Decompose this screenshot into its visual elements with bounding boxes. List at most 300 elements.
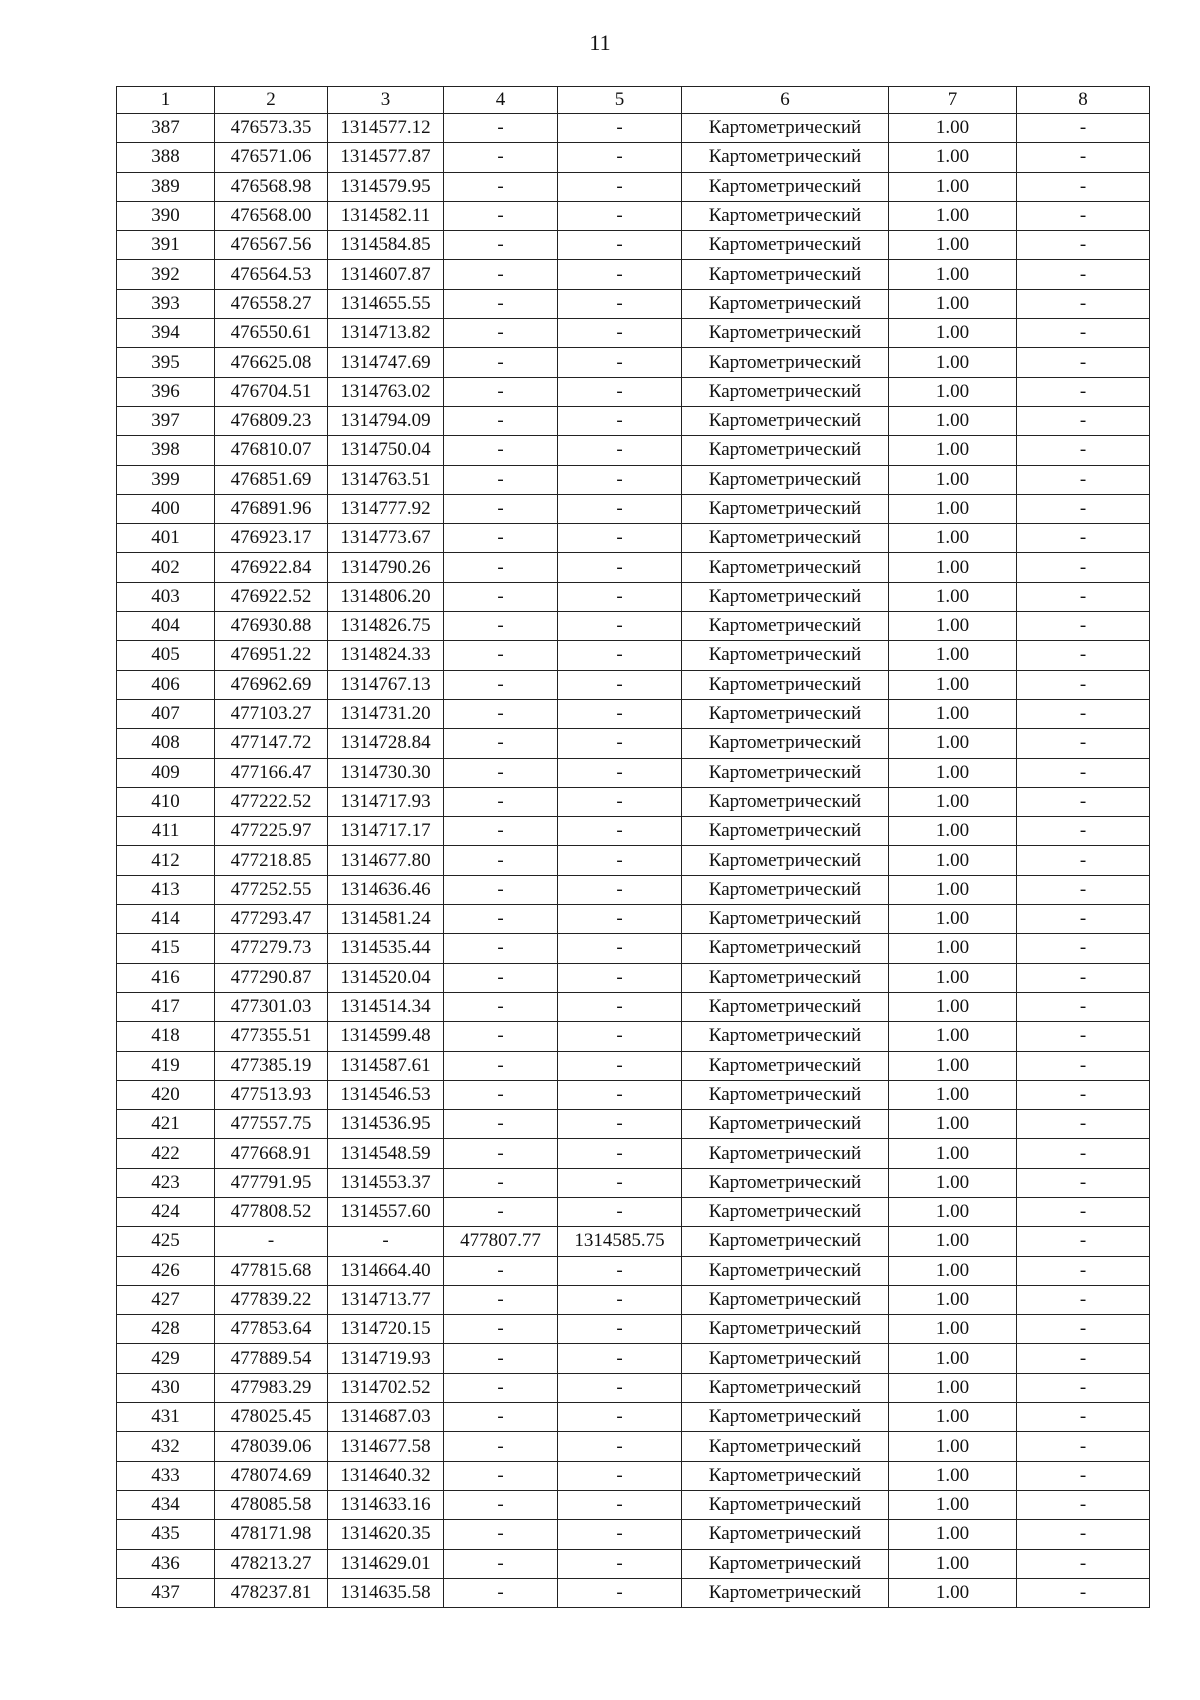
- table-cell: -: [444, 1432, 558, 1461]
- table-row: [117, 934, 1150, 963]
- table-cell: -: [444, 1139, 558, 1168]
- table-row: [117, 875, 1150, 904]
- table-cell: -: [558, 114, 682, 143]
- table-cell: -: [444, 553, 558, 582]
- table-cell: Картометрический: [682, 963, 889, 992]
- table-cell: 476951.22: [215, 641, 328, 670]
- table-cell: Картометрический: [682, 436, 889, 465]
- table-cell: 422: [117, 1139, 215, 1168]
- table-cell: 1.00: [889, 1549, 1017, 1578]
- table-cell: Картометрический: [682, 143, 889, 172]
- column-header: 8: [1017, 87, 1150, 114]
- table-cell: 1314553.37: [328, 1168, 444, 1197]
- table-cell: 1.00: [889, 201, 1017, 230]
- table-row: [117, 1285, 1150, 1314]
- table-cell: 409: [117, 758, 215, 787]
- table-cell: 476962.69: [215, 670, 328, 699]
- table-cell: -: [444, 729, 558, 758]
- table-body: [117, 114, 1150, 1608]
- table-cell: 424: [117, 1197, 215, 1226]
- table-cell: -: [1017, 1168, 1150, 1197]
- table-row: [117, 494, 1150, 523]
- table-row: [117, 582, 1150, 611]
- table-cell: -: [444, 319, 558, 348]
- table-cell: -: [444, 1490, 558, 1519]
- table-cell: 1.00: [889, 231, 1017, 260]
- table-cell: 407: [117, 699, 215, 728]
- table-cell: 476704.51: [215, 377, 328, 406]
- table-cell: -: [558, 436, 682, 465]
- table-cell: -: [444, 1080, 558, 1109]
- table-cell: Картометрический: [682, 582, 889, 611]
- table-cell: 478025.45: [215, 1403, 328, 1432]
- table-cell: 413: [117, 875, 215, 904]
- table-cell: 421: [117, 1110, 215, 1139]
- table-cell: 1.00: [889, 1197, 1017, 1226]
- table-cell: 420: [117, 1080, 215, 1109]
- table-cell: -: [444, 1315, 558, 1344]
- table-row: [117, 1080, 1150, 1109]
- table-row: [117, 1315, 1150, 1344]
- table-cell: 1314717.93: [328, 787, 444, 816]
- table-cell: -: [444, 1344, 558, 1373]
- table-cell: Картометрический: [682, 1022, 889, 1051]
- table-cell: 400: [117, 494, 215, 523]
- table-cell: 1.00: [889, 1578, 1017, 1607]
- table-cell: Картометрический: [682, 787, 889, 816]
- table-cell: Картометрический: [682, 1110, 889, 1139]
- table-cell: -: [1017, 875, 1150, 904]
- table-cell: 1314728.84: [328, 729, 444, 758]
- table-cell: -: [558, 348, 682, 377]
- table-cell: Картометрический: [682, 1139, 889, 1168]
- table-cell: 1314636.46: [328, 875, 444, 904]
- table-cell: -: [444, 114, 558, 143]
- coordinates-table: [116, 86, 1150, 1608]
- table-cell: 1314635.58: [328, 1578, 444, 1607]
- table-cell: 1314557.60: [328, 1197, 444, 1226]
- table-cell: 1.00: [889, 1461, 1017, 1490]
- table-cell: 426: [117, 1256, 215, 1285]
- table-cell: Картометрический: [682, 1168, 889, 1197]
- table-cell: -: [558, 758, 682, 787]
- table-cell: -: [1017, 670, 1150, 699]
- table-cell: -: [444, 817, 558, 846]
- table-cell: 1314806.20: [328, 582, 444, 611]
- table-cell: 476923.17: [215, 524, 328, 553]
- table-cell: 477668.91: [215, 1139, 328, 1168]
- table-cell: -: [558, 1578, 682, 1607]
- table-row: [117, 1403, 1150, 1432]
- table-cell: -: [1017, 1315, 1150, 1344]
- table-row: [117, 1197, 1150, 1226]
- table-row: [117, 1344, 1150, 1373]
- table-cell: -: [558, 201, 682, 230]
- table-cell: 1314713.77: [328, 1285, 444, 1314]
- table-cell: 1314585.75: [558, 1227, 682, 1256]
- table-cell: 429: [117, 1344, 215, 1373]
- table-cell: 1.00: [889, 641, 1017, 670]
- table-cell: 410: [117, 787, 215, 816]
- table-cell: 396: [117, 377, 215, 406]
- table-cell: -: [1017, 1110, 1150, 1139]
- table-cell: 431: [117, 1403, 215, 1432]
- table-cell: 1314620.35: [328, 1520, 444, 1549]
- table-row: [117, 172, 1150, 201]
- table-cell: 1314633.16: [328, 1490, 444, 1519]
- table-cell: -: [558, 992, 682, 1021]
- table-cell: 406: [117, 670, 215, 699]
- table-cell: 1.00: [889, 1490, 1017, 1519]
- table-cell: -: [444, 494, 558, 523]
- table-cell: -: [444, 436, 558, 465]
- table-cell: 476558.27: [215, 289, 328, 318]
- table-cell: Картометрический: [682, 817, 889, 846]
- table-cell: 1.00: [889, 1403, 1017, 1432]
- table-cell: 477513.93: [215, 1080, 328, 1109]
- table-cell: 390: [117, 201, 215, 230]
- table-cell: -: [1017, 1520, 1150, 1549]
- table-cell: -: [1017, 1373, 1150, 1402]
- table-cell: -: [558, 582, 682, 611]
- table-cell: -: [444, 641, 558, 670]
- table-cell: -: [1017, 612, 1150, 641]
- table-cell: 1.00: [889, 1432, 1017, 1461]
- table-cell: 1.00: [889, 1080, 1017, 1109]
- table-cell: -: [558, 1197, 682, 1226]
- table-row: [117, 817, 1150, 846]
- table-cell: 1.00: [889, 348, 1017, 377]
- table-row: [117, 231, 1150, 260]
- table-cell: Картометрический: [682, 1051, 889, 1080]
- table-cell: Картометрический: [682, 348, 889, 377]
- table-cell: -: [444, 1403, 558, 1432]
- table-cell: 478039.06: [215, 1432, 328, 1461]
- table-cell: -: [558, 1344, 682, 1373]
- table-cell: -: [1017, 1344, 1150, 1373]
- table-cell: 476809.23: [215, 406, 328, 435]
- table-cell: -: [558, 641, 682, 670]
- table-cell: 1.00: [889, 934, 1017, 963]
- table-cell: 1.00: [889, 1315, 1017, 1344]
- table-cell: Картометрический: [682, 612, 889, 641]
- table-row: [117, 612, 1150, 641]
- table-cell: -: [558, 260, 682, 289]
- table-cell: Картометрический: [682, 319, 889, 348]
- table-cell: 404: [117, 612, 215, 641]
- table-cell: 1.00: [889, 436, 1017, 465]
- table-cell: -: [558, 1432, 682, 1461]
- table-cell: 1314587.61: [328, 1051, 444, 1080]
- table-cell: -: [1017, 729, 1150, 758]
- table-cell: -: [1017, 641, 1150, 670]
- table-cell: 437: [117, 1578, 215, 1607]
- table-cell: -: [444, 172, 558, 201]
- table-cell: Картометрический: [682, 377, 889, 406]
- table-cell: 476550.61: [215, 319, 328, 348]
- table-cell: -: [1017, 758, 1150, 787]
- table-cell: 478237.81: [215, 1578, 328, 1607]
- table-row: [117, 524, 1150, 553]
- table-cell: 476891.96: [215, 494, 328, 523]
- table-cell: -: [1017, 1051, 1150, 1080]
- table-cell: Картометрический: [682, 1285, 889, 1314]
- table-cell: 387: [117, 114, 215, 143]
- table-cell: 1314687.03: [328, 1403, 444, 1432]
- table-cell: 1.00: [889, 1520, 1017, 1549]
- table-cell: -: [444, 1051, 558, 1080]
- table-cell: Картометрический: [682, 1490, 889, 1519]
- table-cell: 392: [117, 260, 215, 289]
- table-cell: -: [558, 787, 682, 816]
- table-cell: 418: [117, 1022, 215, 1051]
- table-cell: 1314640.32: [328, 1461, 444, 1490]
- table-cell: 1314514.34: [328, 992, 444, 1021]
- table-cell: -: [444, 289, 558, 318]
- table-cell: -: [558, 1051, 682, 1080]
- table-cell: 1314794.09: [328, 406, 444, 435]
- table-cell: 1.00: [889, 1110, 1017, 1139]
- table-cell: 477103.27: [215, 699, 328, 728]
- table-cell: -: [558, 1168, 682, 1197]
- table-cell: -: [558, 1315, 682, 1344]
- table-cell: -: [558, 1110, 682, 1139]
- table-cell: 1314607.87: [328, 260, 444, 289]
- table-cell: 1.00: [889, 524, 1017, 553]
- table-cell: -: [444, 1022, 558, 1051]
- table-cell: 419: [117, 1051, 215, 1080]
- table-cell: 477853.64: [215, 1315, 328, 1344]
- table-cell: Картометрический: [682, 699, 889, 728]
- table-cell: -: [444, 348, 558, 377]
- table-cell: Картометрический: [682, 1373, 889, 1402]
- table-cell: 428: [117, 1315, 215, 1344]
- table-cell: 1314579.95: [328, 172, 444, 201]
- table-cell: 1.00: [889, 319, 1017, 348]
- table-cell: 477808.52: [215, 1197, 328, 1226]
- table-cell: 476568.00: [215, 201, 328, 230]
- table-cell: -: [558, 1549, 682, 1578]
- table-cell: 416: [117, 963, 215, 992]
- table-row: [117, 699, 1150, 728]
- table-cell: -: [1017, 524, 1150, 553]
- table-cell: Картометрический: [682, 992, 889, 1021]
- table-cell: Картометрический: [682, 875, 889, 904]
- table-cell: -: [1017, 817, 1150, 846]
- table-cell: 436: [117, 1549, 215, 1578]
- table-cell: -: [444, 143, 558, 172]
- table-row: [117, 319, 1150, 348]
- table-cell: 1.00: [889, 963, 1017, 992]
- table-cell: 1314535.44: [328, 934, 444, 963]
- table-cell: -: [1017, 846, 1150, 875]
- table-cell: -: [444, 465, 558, 494]
- table-cell: 1314599.48: [328, 1022, 444, 1051]
- table-cell: -: [558, 1403, 682, 1432]
- table-cell: -: [558, 1256, 682, 1285]
- table-row: [117, 406, 1150, 435]
- table-cell: Картометрический: [682, 1432, 889, 1461]
- table-row: [117, 846, 1150, 875]
- table-cell: 477983.29: [215, 1373, 328, 1402]
- table-row: [117, 1227, 1150, 1256]
- table-cell: 1.00: [889, 465, 1017, 494]
- table-cell: 1.00: [889, 1168, 1017, 1197]
- table-cell: -: [444, 905, 558, 934]
- table-cell: 1314750.04: [328, 436, 444, 465]
- table-cell: -: [558, 875, 682, 904]
- table-cell: 1.00: [889, 260, 1017, 289]
- table-cell: 1.00: [889, 1344, 1017, 1373]
- table-cell: Картометрический: [682, 201, 889, 230]
- table-cell: -: [1017, 1197, 1150, 1226]
- table-cell: 476930.88: [215, 612, 328, 641]
- table-cell: 399: [117, 465, 215, 494]
- table-cell: 414: [117, 905, 215, 934]
- table-cell: -: [558, 670, 682, 699]
- table-cell: Картометрический: [682, 1256, 889, 1285]
- table-cell: 388: [117, 143, 215, 172]
- table-cell: 397: [117, 406, 215, 435]
- table-cell: 394: [117, 319, 215, 348]
- table-cell: -: [444, 377, 558, 406]
- table-cell: -: [1017, 1403, 1150, 1432]
- table-row: [117, 1520, 1150, 1549]
- table-cell: -: [1017, 1549, 1150, 1578]
- table-row: [117, 1373, 1150, 1402]
- table-cell: -: [558, 553, 682, 582]
- table-cell: 476564.53: [215, 260, 328, 289]
- table-cell: 1314546.53: [328, 1080, 444, 1109]
- table-cell: -: [444, 699, 558, 728]
- table-cell: -: [558, 612, 682, 641]
- table-row: [117, 553, 1150, 582]
- table-cell: -: [444, 612, 558, 641]
- table-cell: 476568.98: [215, 172, 328, 201]
- table-cell: 1.00: [889, 846, 1017, 875]
- table-cell: -: [444, 201, 558, 230]
- table-cell: 1314677.58: [328, 1432, 444, 1461]
- table-cell: 1.00: [889, 1285, 1017, 1314]
- table-cell: 1.00: [889, 114, 1017, 143]
- table-cell: -: [444, 1373, 558, 1402]
- table-cell: -: [1017, 1490, 1150, 1519]
- table-cell: -: [558, 934, 682, 963]
- table-cell: -: [444, 934, 558, 963]
- table-row: [117, 201, 1150, 230]
- table-row: [117, 1578, 1150, 1607]
- table-cell: 408: [117, 729, 215, 758]
- table-cell: 393: [117, 289, 215, 318]
- table-cell: 1314713.82: [328, 319, 444, 348]
- table-row: [117, 787, 1150, 816]
- table-cell: -: [444, 992, 558, 1021]
- table-cell: -: [1017, 143, 1150, 172]
- table-cell: Картометрический: [682, 1315, 889, 1344]
- table-cell: -: [558, 905, 682, 934]
- table-cell: -: [444, 1549, 558, 1578]
- table-cell: 477355.51: [215, 1022, 328, 1051]
- table-cell: -: [558, 963, 682, 992]
- table-cell: 1.00: [889, 553, 1017, 582]
- table-row: [117, 1168, 1150, 1197]
- table-cell: Картометрический: [682, 114, 889, 143]
- table-cell: Картометрический: [682, 1461, 889, 1490]
- table-cell: -: [558, 143, 682, 172]
- table-cell: 1314824.33: [328, 641, 444, 670]
- table-cell: -: [1017, 992, 1150, 1021]
- table-cell: 1.00: [889, 406, 1017, 435]
- table-cell: 1.00: [889, 875, 1017, 904]
- table-cell: 417: [117, 992, 215, 1021]
- table-cell: -: [558, 319, 682, 348]
- table-cell: Картометрический: [682, 1520, 889, 1549]
- table-cell: Картометрический: [682, 172, 889, 201]
- table-cell: 1.00: [889, 1227, 1017, 1256]
- table-cell: 1.00: [889, 670, 1017, 699]
- table-cell: 1.00: [889, 377, 1017, 406]
- table-cell: 1314664.40: [328, 1256, 444, 1285]
- table-cell: -: [1017, 494, 1150, 523]
- column-header: 6: [682, 87, 889, 114]
- table-cell: 1.00: [889, 1051, 1017, 1080]
- table-cell: -: [1017, 1139, 1150, 1168]
- table-cell: -: [558, 846, 682, 875]
- table-cell: -: [1017, 787, 1150, 816]
- table-cell: 477166.47: [215, 758, 328, 787]
- table-cell: 476922.52: [215, 582, 328, 611]
- table-row: [117, 729, 1150, 758]
- table-row: [117, 465, 1150, 494]
- table-cell: 432: [117, 1432, 215, 1461]
- table-cell: 476571.06: [215, 143, 328, 172]
- table-cell: 477889.54: [215, 1344, 328, 1373]
- table-cell: -: [1017, 406, 1150, 435]
- table-cell: 1314790.26: [328, 553, 444, 582]
- table-cell: 1.00: [889, 758, 1017, 787]
- table-cell: -: [1017, 1022, 1150, 1051]
- table-cell: 1.00: [889, 582, 1017, 611]
- table-cell: -: [558, 1373, 682, 1402]
- column-header: 5: [558, 87, 682, 114]
- table-cell: 411: [117, 817, 215, 846]
- table-cell: 435: [117, 1520, 215, 1549]
- table-cell: -: [558, 817, 682, 846]
- table-cell: -: [1017, 377, 1150, 406]
- table-cell: 401: [117, 524, 215, 553]
- table-cell: 476851.69: [215, 465, 328, 494]
- table-cell: 434: [117, 1490, 215, 1519]
- table-cell: -: [558, 1461, 682, 1490]
- column-header: 4: [444, 87, 558, 114]
- table-cell: -: [444, 1520, 558, 1549]
- table-cell: 478074.69: [215, 1461, 328, 1490]
- table-cell: 1314577.12: [328, 114, 444, 143]
- table-cell: 1314520.04: [328, 963, 444, 992]
- table-cell: 391: [117, 231, 215, 260]
- table-cell: Картометрический: [682, 729, 889, 758]
- table-cell: 1314777.92: [328, 494, 444, 523]
- table-cell: 476810.07: [215, 436, 328, 465]
- table-cell: 1.00: [889, 289, 1017, 318]
- table-cell: -: [444, 963, 558, 992]
- table-cell: 1314747.69: [328, 348, 444, 377]
- table-cell: 389: [117, 172, 215, 201]
- table-cell: -: [1017, 905, 1150, 934]
- table-cell: 1314581.24: [328, 905, 444, 934]
- table-cell: Картометрический: [682, 758, 889, 787]
- table-cell: Картометрический: [682, 846, 889, 875]
